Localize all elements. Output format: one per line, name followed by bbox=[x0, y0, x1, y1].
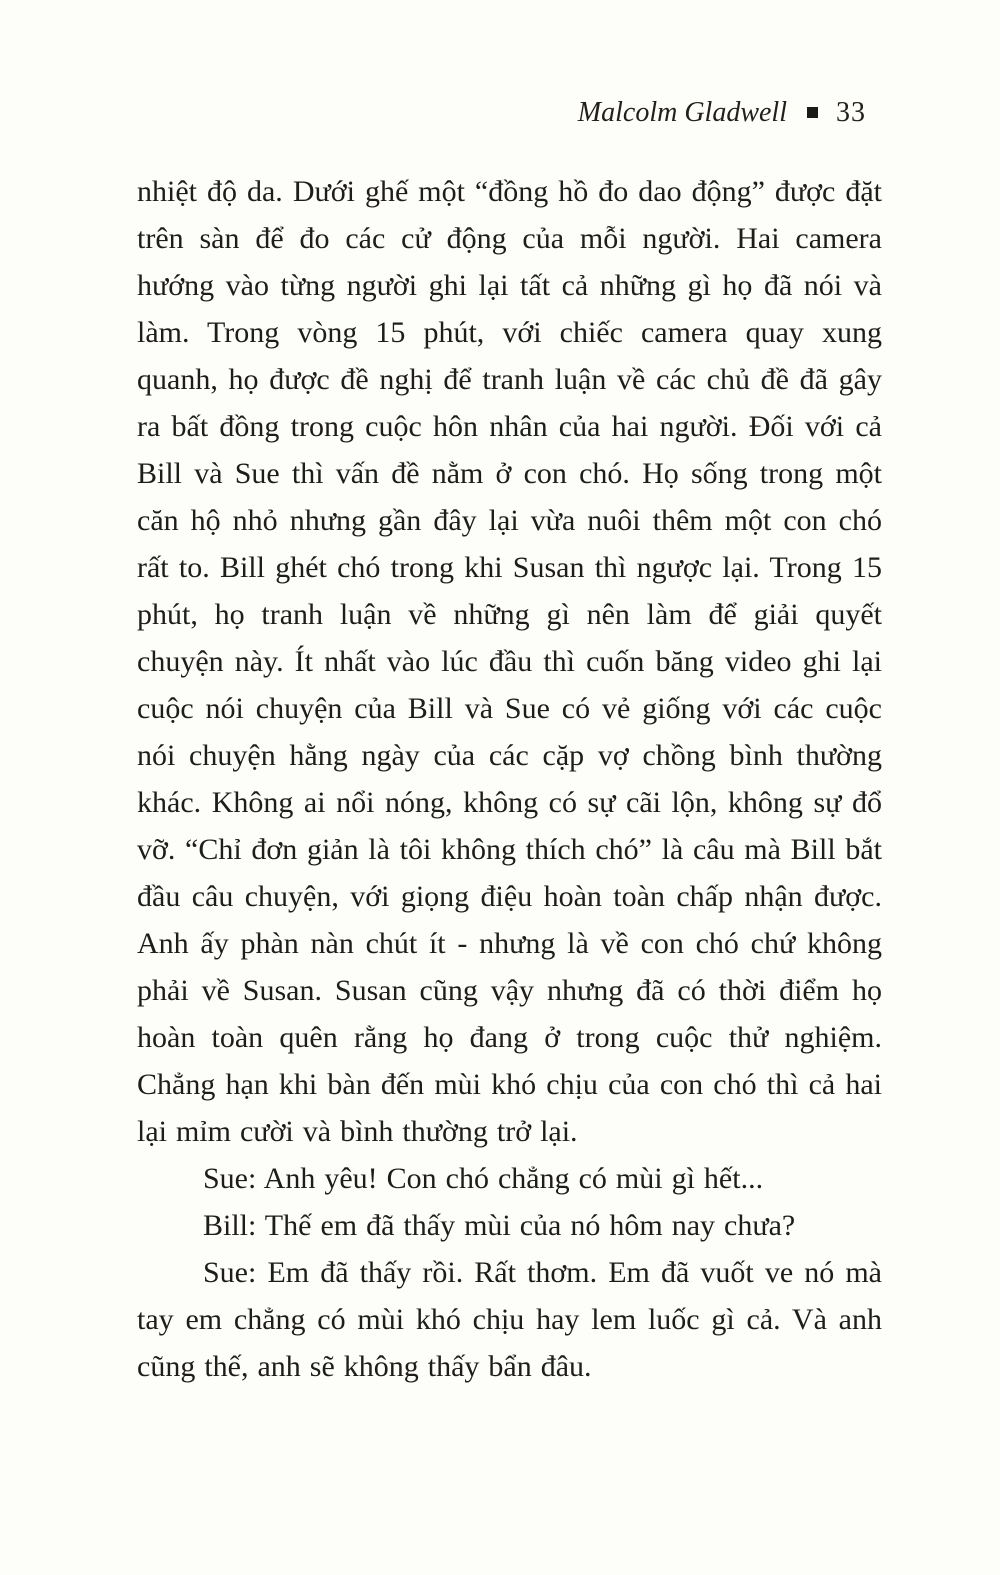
running-head-author: Malcolm Gladwell bbox=[577, 97, 787, 128]
page-header bbox=[578, 96, 866, 130]
page-body bbox=[137, 168, 882, 1390]
dialogue-sue-2: Sue: Em đã thấy rồi. Rất thơm. Em đã vuốt ve nó mà tay em chẳng có mùi khó chịu hay lem luốc gì cả. Và anh cũng thế, anh sẽ không thấy bẩn đâu. bbox=[137, 1256, 882, 1383]
page-number: 33 bbox=[836, 97, 866, 128]
dialogue-sue-1: Sue: Anh yêu! Con chó chẳng có mùi gì hết... bbox=[203, 1162, 764, 1195]
paragraph-main: nhiệt độ da. Dưới ghế một “đồng hồ đo dao động” được đặt trên sàn để đo các cử động của mỗi người. Hai camera hướng vào từng người ghi lại tất cả những gì họ đã nói và làm. Trong vòng 15 phút, với chiếc camera quay xung quanh, họ được đề nghị để tranh luận về các chủ đề đã gây ra bất đồng trong cuộc hôn nhân của hai người. Đối với cả Bill và Sue thì vấn đề nằm ở con chó. Họ sống trong một căn hộ nhỏ nhưng gần đây lại vừa nuôi thêm một con chó rất to. Bill ghét chó trong khi Susan thì ngược lại. Trong 15 phút, họ tranh luận về những gì nên làm để giải quyết chuyện này. Ít nhất vào lúc đầu thì cuốn băng video ghi lại cuộc nói chuyện của Bill và Sue có vẻ giống với các cuộc nói chuyện hằng ngày của các cặp vợ chồng bình thường khác. Không ai nổi nóng, không có sự cãi lộn, không sự đổ vỡ. “Chỉ đơn giản là tôi không thích chó” là câu mà Bill bắt đầu câu chuyện, với giọng điệu hoàn toàn chấp nhận được. Anh ấy phàn nàn chút ít - nhưng là về con chó chứ không phải về Susan. Susan cũng vậy nhưng đã có thời điểm họ hoàn toàn quên rằng họ đang ở trong cuộc thử nghiệm. Chẳng hạn khi bàn đến mùi khó chịu của con chó thì cả hai lại mỉm cười và bình thường trở lại. bbox=[137, 175, 882, 1148]
square-separator-icon bbox=[807, 107, 818, 118]
dialogue-bill: Bill: Thế em đã thấy mùi của nó hôm nay chưa? bbox=[203, 1209, 796, 1242]
